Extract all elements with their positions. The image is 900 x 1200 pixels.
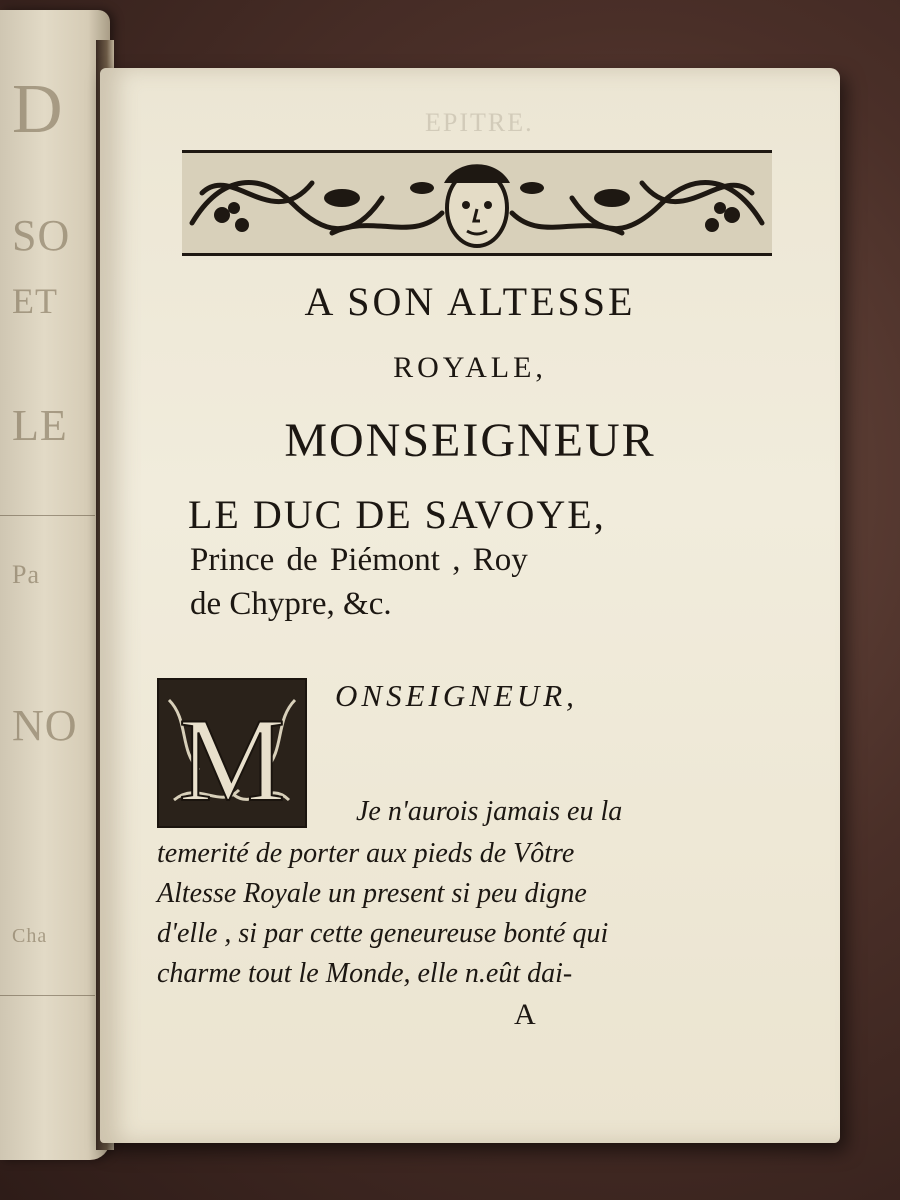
rule [0,995,95,996]
dedication-line-5: Prince de Piémont , Roy [190,542,528,578]
dedication-line-4: LE DUC DE SAVOYE, [188,492,606,537]
left-page-fragment: SO [12,211,71,260]
left-page-fragment: NO [12,701,78,750]
dedication-line-2: ROYALE, [393,351,547,384]
signature-mark: A [514,998,536,1031]
headpiece-ornament-icon [182,153,772,253]
body-line: Je n'aurois jamais eu la [356,796,623,827]
left-page-fragment: D [12,71,64,148]
rule [0,515,95,516]
salutation: ONSEIGNEUR, [335,678,578,713]
dedication-line-1: A SON ALTESSE [304,279,636,324]
body-line: Altesse Royale un present si peu digne [157,878,587,909]
book-page [100,68,840,1143]
drop-cap-letter: M [178,693,286,826]
decorated-initial [157,678,307,828]
body-line: temerité de porter aux pieds de Vôtre [157,838,575,869]
previous-page-edge [0,10,110,1160]
body-line: charme tout le Monde, elle n.eût dai- [157,958,573,989]
left-page-fragment: Pa [12,560,40,589]
dedication-line-6: de Chypre, &c. [190,586,392,622]
foliage-ornament-icon [159,680,305,826]
dedication-line-3: MONSEIGNEUR [284,414,656,467]
ornamental-headpiece [182,150,772,256]
left-page-fragment: ET [12,281,58,321]
body-line: d'elle , si par cette geneureuse bonté qui [157,918,609,949]
bleed-through-text: EPITRE. [425,108,534,137]
left-page-fragment: Cha [12,925,48,947]
left-page-fragment: LE [12,401,68,450]
